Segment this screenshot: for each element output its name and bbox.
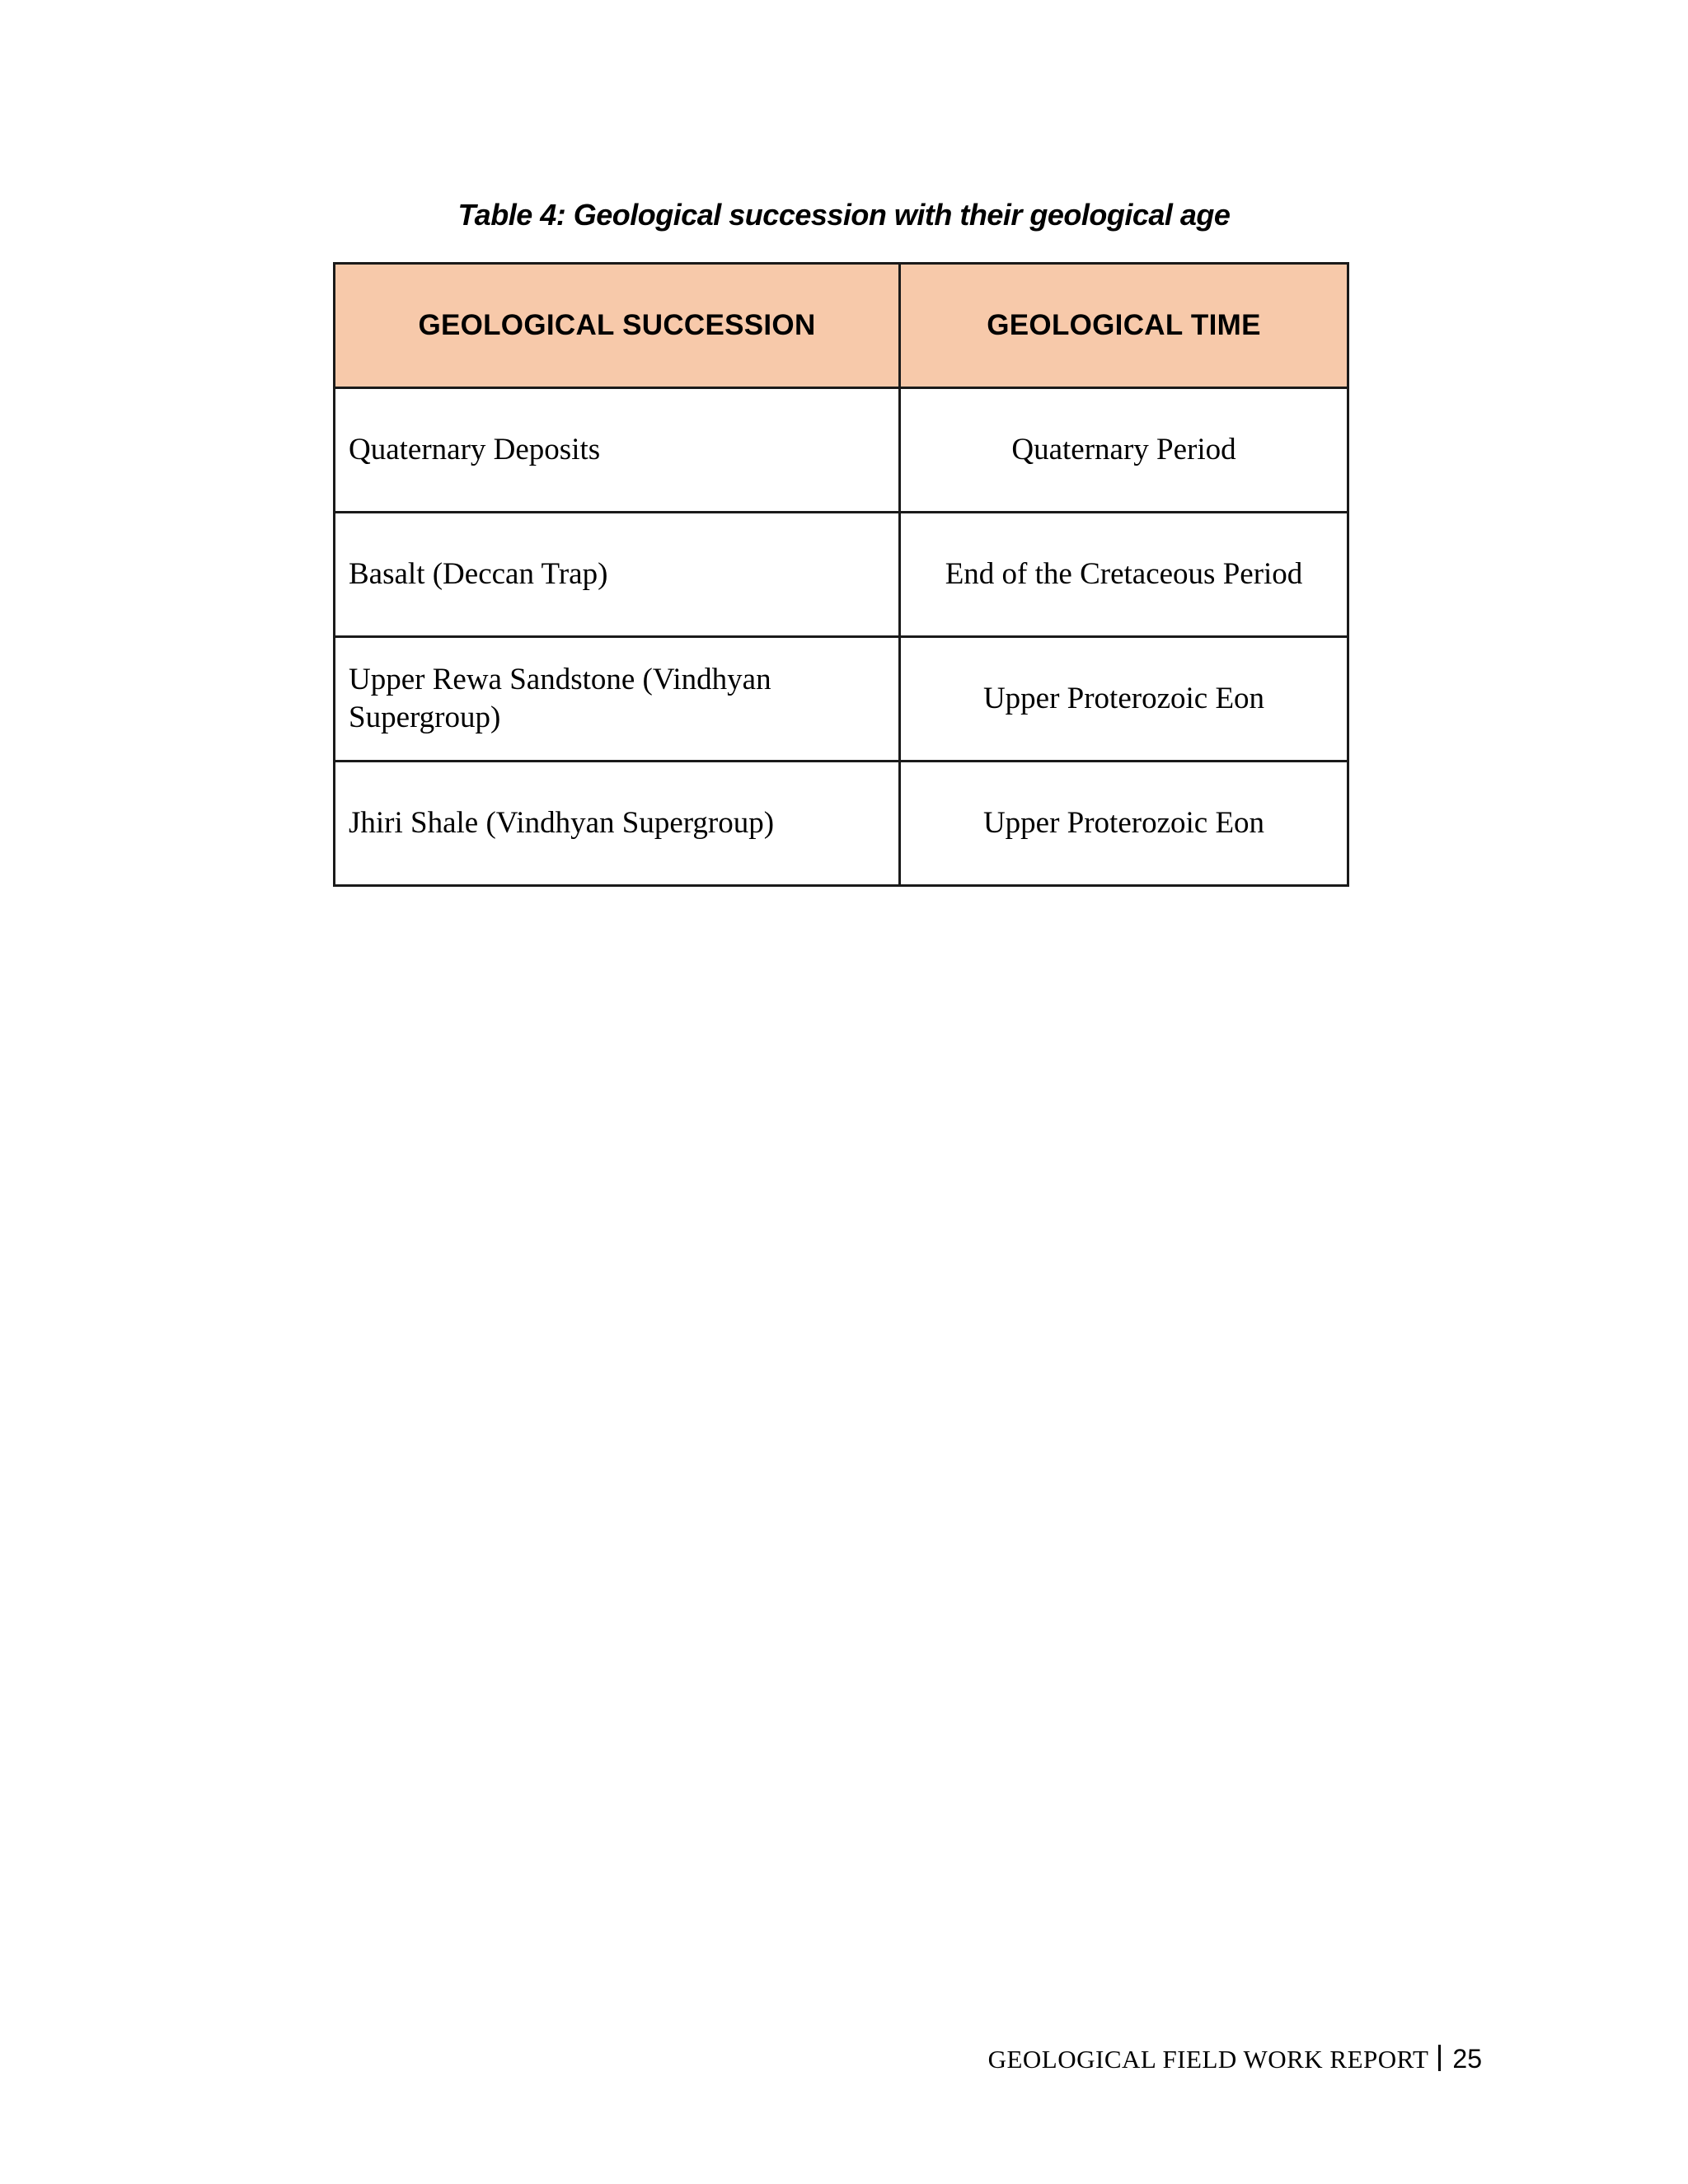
table-row [335, 388, 1348, 513]
table-caption: Table 4: Geological succession with their geological age [457, 198, 1231, 232]
succession-cell: Upper Rewa Sandstone (Vindhyan Supergroup) [335, 637, 900, 762]
succession-cell: Basalt (Deccan Trap) [335, 513, 900, 637]
header-geological-succession: GEOLOGICAL SUCCESSION [335, 264, 900, 388]
succession-cell: Quaternary Deposits [335, 388, 900, 513]
page-footer [988, 2044, 1482, 2074]
footer-separator [1438, 2045, 1441, 2071]
page-number: 25 [1452, 2044, 1482, 2074]
succession-cell: Jhiri Shale (Vindhyan Supergroup) [335, 762, 900, 886]
time-cell: Upper Proterozoic Eon [900, 762, 1348, 886]
header-geological-time: GEOLOGICAL TIME [900, 264, 1348, 388]
table-row [335, 513, 1348, 637]
table-row [335, 762, 1348, 886]
time-cell: End of the Cretaceous Period [900, 513, 1348, 637]
footer-report-title: GEOLOGICAL FIELD WORK REPORT [987, 2045, 1429, 2074]
time-cell: Upper Proterozoic Eon [900, 637, 1348, 762]
table-row [335, 637, 1348, 762]
time-cell: Quaternary Period [900, 388, 1348, 513]
table-header-row [335, 264, 1348, 388]
geological-succession-table [333, 262, 1349, 887]
